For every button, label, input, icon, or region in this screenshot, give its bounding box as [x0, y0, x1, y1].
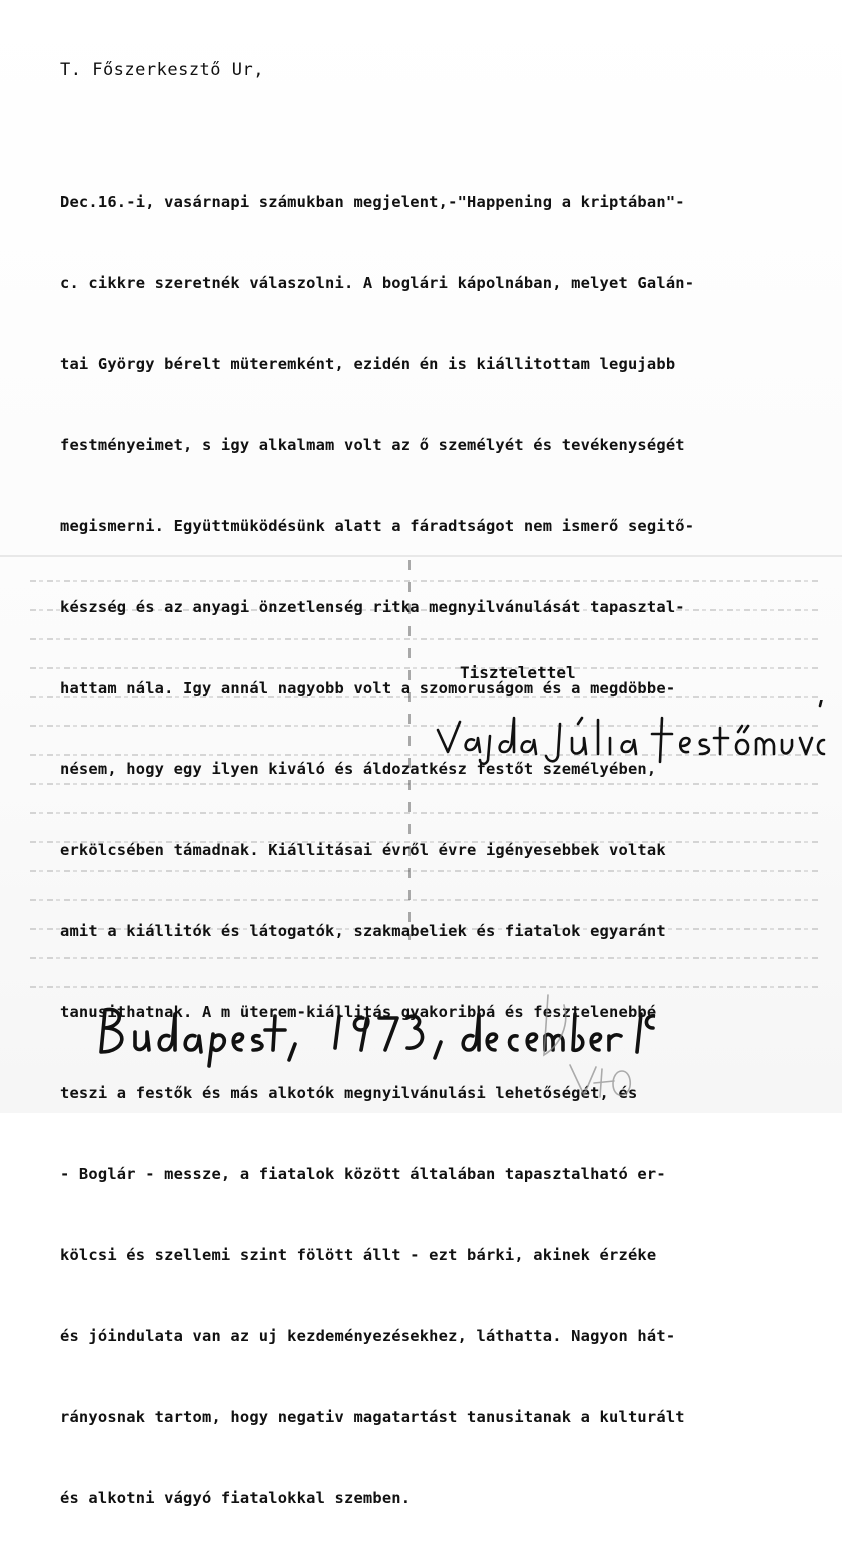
body-line: tanusithatnak. A m üterem-kiállitás gyakoribbá és fesztelenebbé [60, 1003, 657, 1021]
body-line: tai György bérelt müteremként, ezidén én is kiállitottam legujabb [60, 355, 676, 373]
letter-body [60, 135, 800, 1566]
body-line: - Boglár - messze, a fiatalok között általában tapasztalható er- [60, 1165, 666, 1183]
body-line: hattam nála. Igy annál nagyobb volt a szomoruságom és a megdöbbe- [60, 679, 676, 697]
body-line: megismerni. Együttmüködésünk alatt a fáradtságot nem ismerő segitő- [60, 517, 695, 535]
body-line: készség és az anyagi önzetlenség ritka megnyilvánulását tapasztal- [60, 598, 685, 616]
body-line: nésem, hogy egy ilyen kiváló és áldozatkész festőt személyében, [60, 760, 657, 778]
body-line: erkölcsében támadnak. Kiállitásai évről évre igényesebbek voltak [60, 841, 666, 859]
body-line: rányosnak tartom, hogy negativ magatartást tanusitanak a kulturált [60, 1408, 685, 1426]
body-line: c. cikkre szeretnék válaszolni. A boglári kápolnában, melyet Galán- [60, 274, 695, 292]
body-line: kölcsi és szellemi szint fölött állt - ezt bárki, akinek érzéke [60, 1246, 657, 1264]
salutation: T. Főszerkesztő Ur, [60, 60, 264, 80]
handwritten-signature [430, 700, 830, 770]
body-line: teszi a festők és más alkotók megnyilvánulási lehetőségét, és [60, 1084, 638, 1102]
archive-pencil-mark [530, 985, 640, 1105]
body-line: és jóindulata van az uj kezdeményezésekhez, láthatta. Nagyon hát- [60, 1327, 676, 1345]
body-line: és alkotni vágyó fiatalokkal szemben. [60, 1489, 411, 1507]
body-line: Dec.16.-i, vasárnapi számukban megjelent,-"Happening a kriptában"- [60, 193, 685, 211]
closing-greeting: Tisztelettel [460, 663, 576, 682]
body-line: amit a kiállitók és látogatók, szakmabeliek és fiatalok egyaránt [60, 922, 666, 940]
body-line: festményeimet, s igy alkalmam volt az ő személyét és tevékenységét [60, 436, 685, 454]
